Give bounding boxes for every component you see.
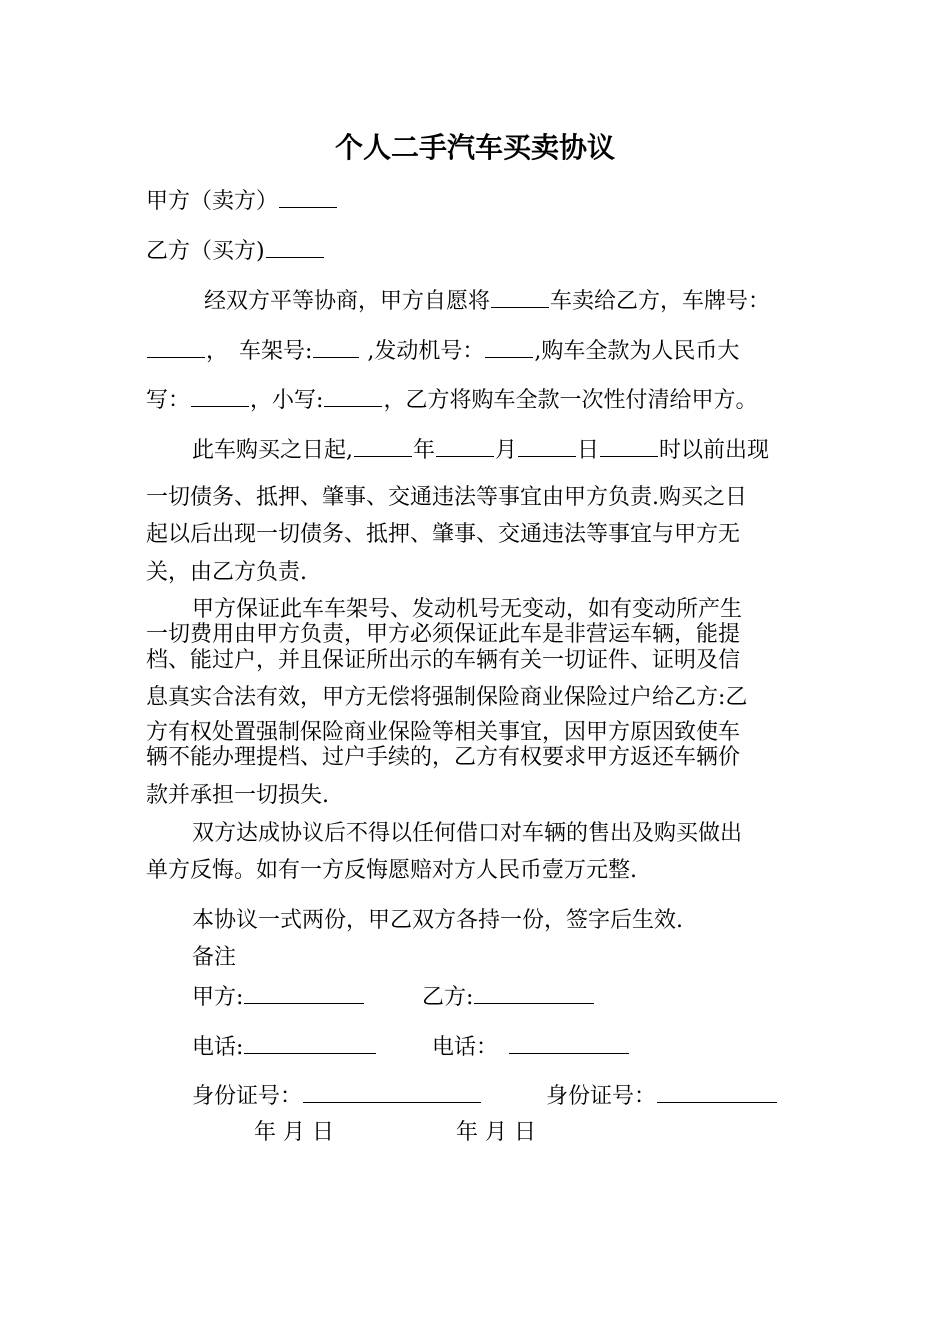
party-b-label: 乙方（买方) [146, 239, 265, 264]
sign-a-blank[interactable] [244, 985, 364, 1004]
phone-b-blank[interactable] [509, 1035, 629, 1054]
p2-text: 年 [413, 438, 436, 463]
year-blank[interactable] [354, 438, 412, 457]
note-label: 备注 [192, 945, 237, 970]
date-a: 年 月 日 [254, 1120, 334, 1145]
p3-line-7: 款并承担一切损失. [146, 783, 329, 808]
party-a-label: 甲方（卖方） [146, 189, 279, 214]
date-b: 年 月 日 [456, 1120, 536, 1145]
party-a-line [146, 189, 338, 213]
p1-text: 车卖给乙方，车牌号： [550, 289, 771, 314]
phone-b-label: 电话： [432, 1035, 499, 1060]
phone-a-blank[interactable] [244, 1035, 376, 1054]
id-a-blank[interactable] [303, 1084, 481, 1103]
p1-text: 经双方平等协商，甲方自愿将 [204, 289, 491, 314]
p3-line-5: 方有权处置强制保险商业保险等相关事宜，因甲方原因致使车 [146, 720, 741, 745]
vin-blank[interactable] [313, 339, 359, 358]
party-b-blank[interactable] [266, 239, 324, 258]
id-b-label: 身份证号： [546, 1084, 657, 1109]
p4-line-2: 单方反悔。如有一方反悔愿赔对方人民币壹万元整. [146, 858, 637, 883]
p1-text: 写： [146, 388, 191, 413]
car-model-blank[interactable] [491, 289, 549, 308]
id-a-label: 身份证号： [192, 1084, 303, 1109]
p2-line-2: 一切债务、抵押、肇事、交通违法等事宜由甲方负责.购买之日 [146, 485, 747, 510]
price-digits-blank[interactable] [324, 388, 382, 407]
sign-b [422, 985, 595, 1009]
party-a-blank[interactable] [279, 189, 337, 208]
month-blank[interactable] [436, 438, 494, 457]
p3-line-1: 甲方保证此车车架号、发动机号无变动，如有变动所产生 [192, 597, 743, 622]
document-title: 个人二手汽车买卖协议 [334, 131, 615, 164]
p2-text: 此车购买之日起, [192, 438, 353, 463]
p1-text: ， 车架号: [206, 339, 313, 364]
p2-line-3: 起以后出现一切债务、抵押、肇事、交通违法等事宜与甲方无 [146, 522, 741, 547]
p2-text: 月 [495, 438, 518, 463]
sign-b-label: 乙方: [422, 985, 474, 1010]
p1-line-2 [146, 339, 739, 363]
p2-line-4: 关，由乙方负责. [146, 560, 307, 585]
sign-a [192, 985, 365, 1009]
p4-line-1: 双方达成协议后不得以任何借口对车辆的售出及购买做出 [192, 821, 743, 846]
p2-text: 日 [577, 438, 600, 463]
plate-number-blank[interactable] [147, 339, 205, 358]
p3-line-3: 档、能过户，并且保证所出示的车辆有关一切证件、证明及信 [146, 648, 741, 673]
p5-line: 本协议一式两份，甲乙双方各持一份，签字后生效. [192, 908, 683, 933]
id-a [192, 1084, 482, 1108]
sign-b-blank[interactable] [474, 985, 594, 1004]
p1-line-1 [204, 289, 770, 313]
p1-line-3 [146, 388, 757, 412]
p1-text: ，乙方将购车全款一次性付清给甲方。 [383, 388, 758, 413]
p1-text: ,发动机号： [360, 339, 485, 364]
phone-a-label: 电话: [192, 1035, 244, 1060]
hour-blank[interactable] [600, 438, 658, 457]
id-b [546, 1084, 778, 1108]
price-words-blank[interactable] [191, 388, 249, 407]
p1-text: ,购车全款为人民币大 [534, 339, 740, 364]
engine-number-blank[interactable] [485, 339, 533, 358]
p3-line-6: 辆不能办理提档、过户手续的，乙方有权要求甲方返还车辆价 [146, 745, 741, 770]
p2-text: 时以前出现 [659, 438, 770, 463]
p3-line-2: 一切费用由甲方负责，甲方必须保证此车是非营运车辆，能提 [146, 622, 741, 647]
id-b-blank[interactable] [657, 1084, 777, 1103]
sign-a-label: 甲方: [192, 985, 244, 1010]
day-blank[interactable] [518, 438, 576, 457]
p3-line-4: 息真实合法有效，甲方无偿将强制保险商业保险过户给乙方:乙 [146, 685, 748, 710]
p2-line-1 [192, 438, 769, 462]
phone-b [432, 1035, 630, 1059]
party-b-line [146, 239, 325, 263]
phone-a [192, 1035, 377, 1059]
p1-text: ，小写: [250, 388, 324, 413]
